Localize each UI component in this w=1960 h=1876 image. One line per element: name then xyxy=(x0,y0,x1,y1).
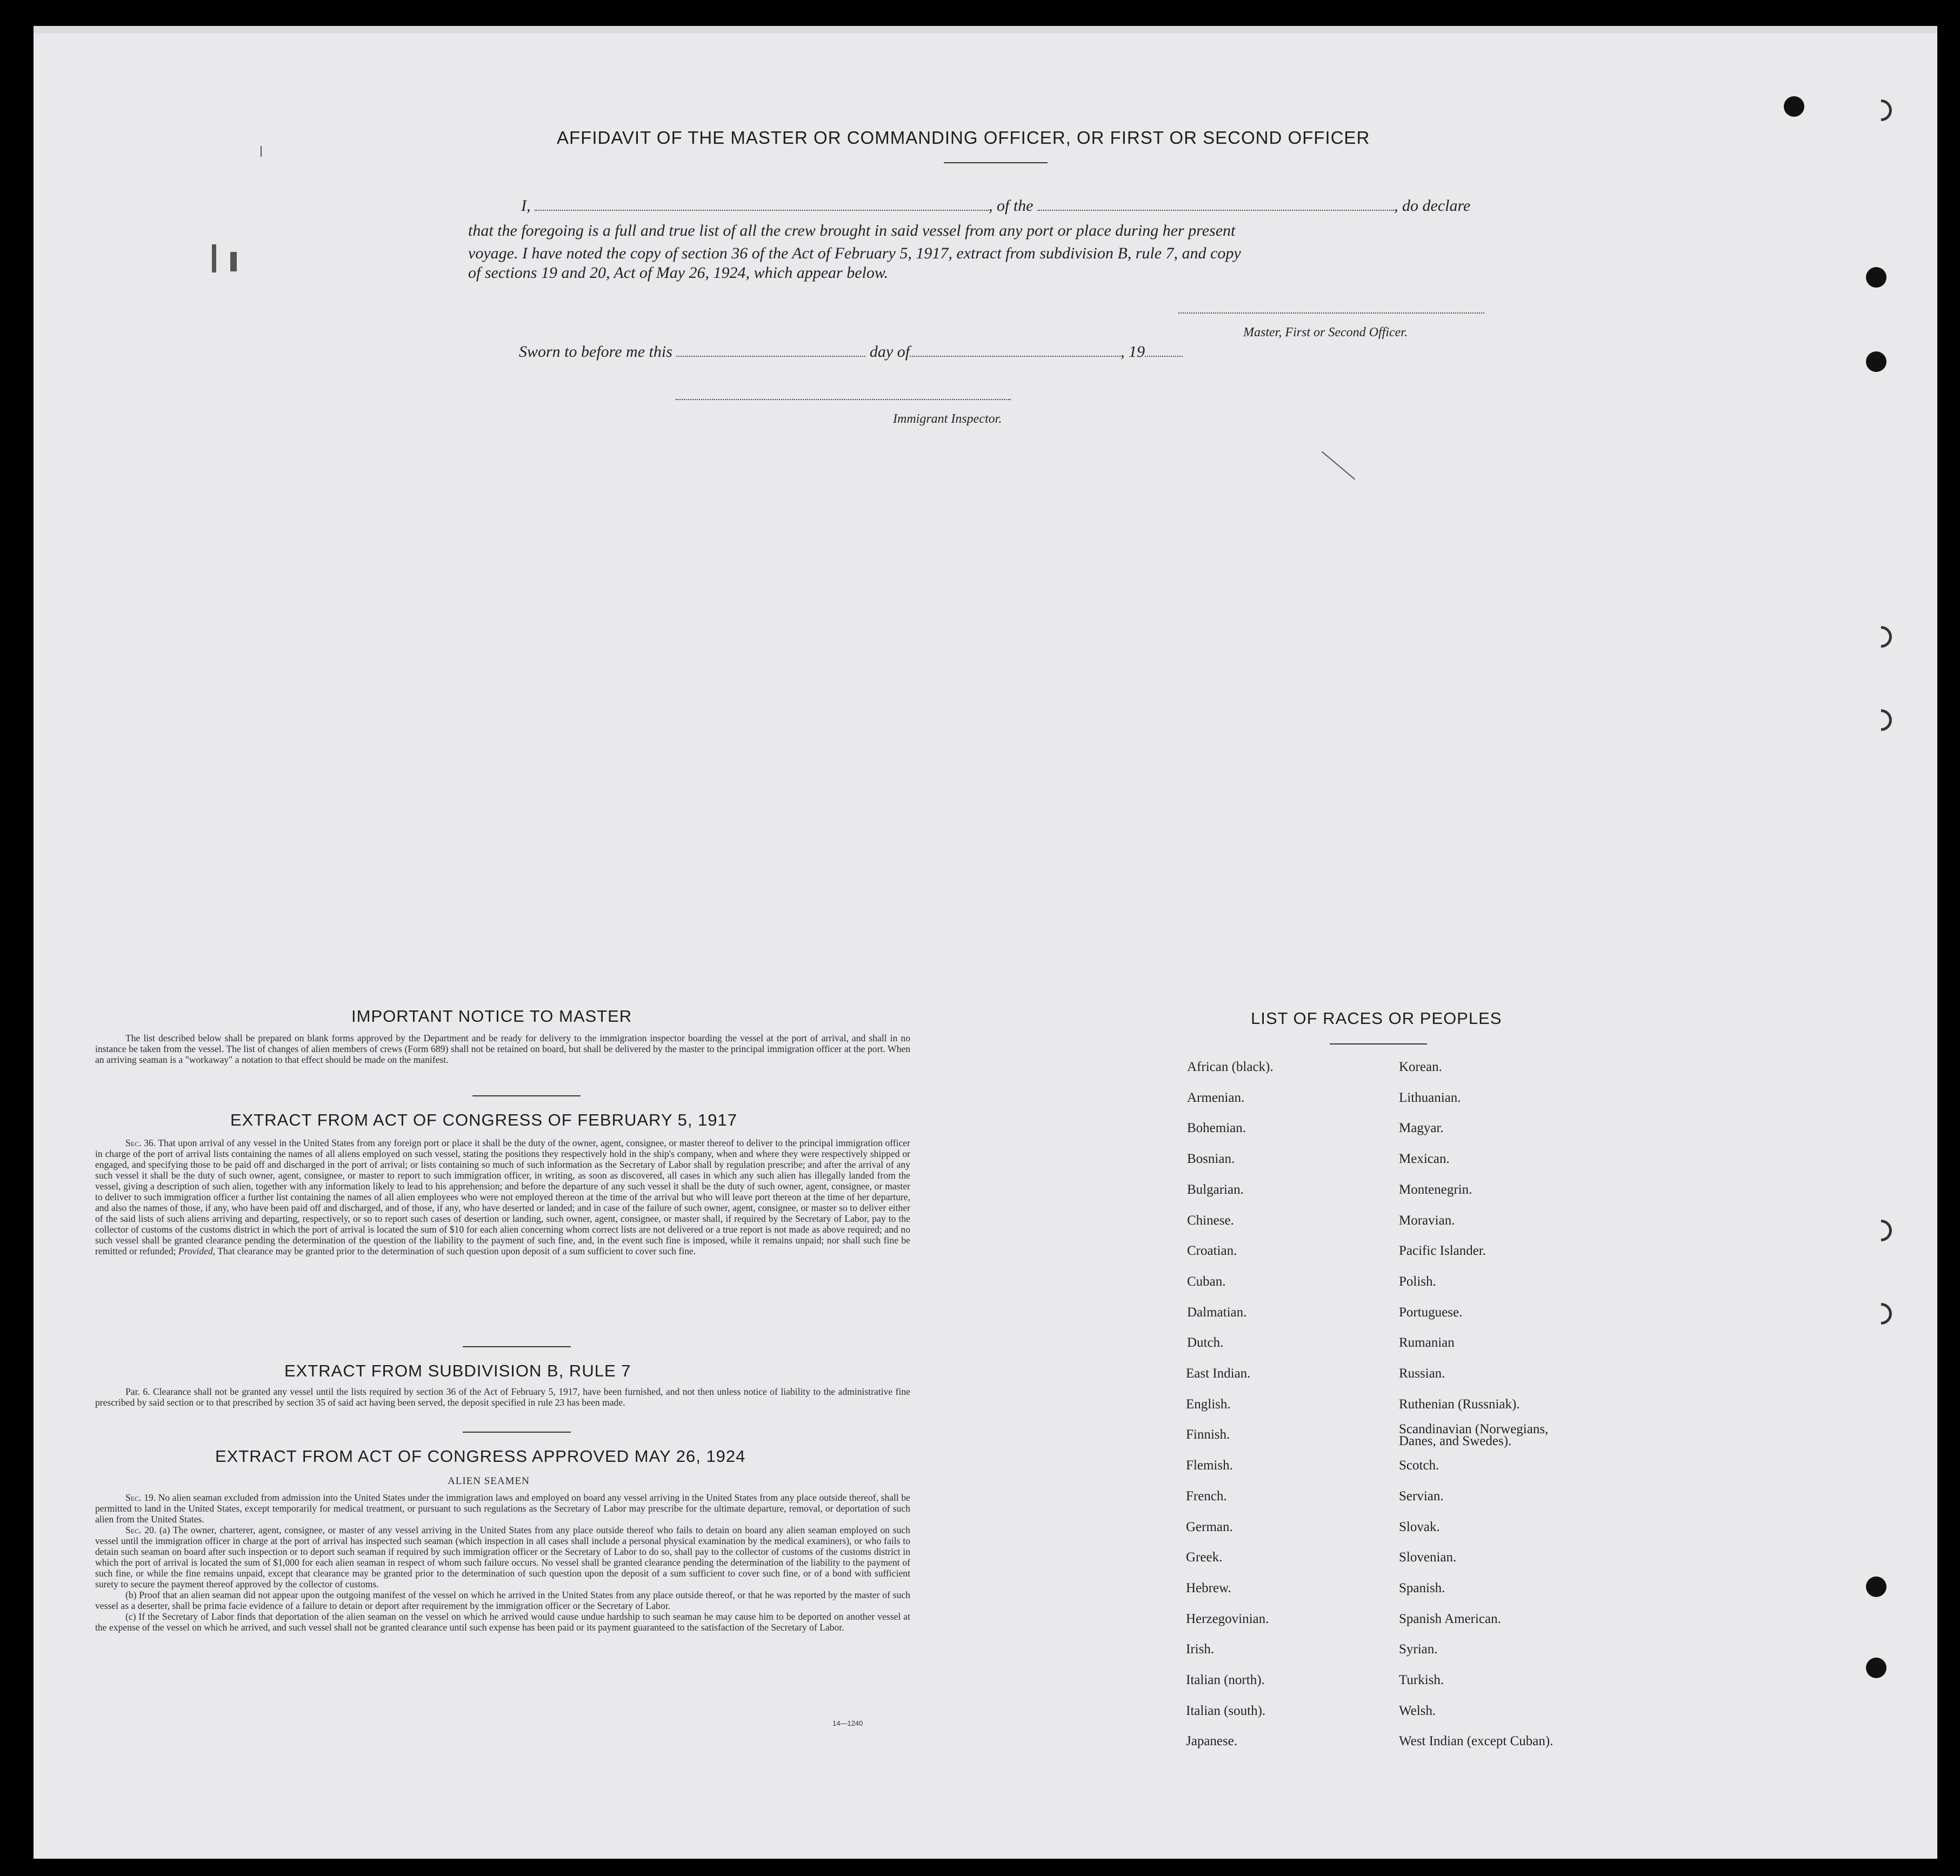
race-item: Italian (north). xyxy=(1186,1673,1265,1687)
divider xyxy=(472,1095,581,1096)
vessel-field[interactable] xyxy=(1037,198,1394,211)
race-item: Lithuanian. xyxy=(1399,1090,1461,1105)
race-item: Armenian. xyxy=(1187,1090,1245,1105)
notice-text xyxy=(95,1033,910,1065)
declaration-text: , do declare xyxy=(1394,197,1471,215)
race-item: Slovak. xyxy=(1399,1520,1440,1534)
section-text: (c) If the Secretary of Labor finds that deportation of the alien seaman on the vessel on which he arrived would cause undue hardship to such seaman he may cause him to be deported on another vessel at the expense of the vessel on which he arrived, and such vessel shall not be granted clearance until such expense has been paid or its payment guaranteed to the satisfaction of the Secretary of Labor. xyxy=(95,1611,910,1633)
year-field[interactable] xyxy=(1145,344,1183,357)
race-item: Korean. xyxy=(1399,1060,1442,1074)
section-text: No alien seaman excluded from admission into the United States under the immigration laws and employed on board any vessel arriving in the United States from any place outside thereof, shall be permitted to land in the United States, except temporarily for medical treatment, or pursuant to such regulations as the Secretary of Labor may prescribe for the ultimate departure, removal, or deportation of such alien from the United States. xyxy=(95,1492,910,1525)
ink-mark xyxy=(261,146,262,157)
name-field[interactable] xyxy=(535,198,989,211)
race-item: Magyar. xyxy=(1399,1121,1444,1135)
race-item: Servian. xyxy=(1399,1489,1444,1504)
race-item: Herzegovinian. xyxy=(1186,1612,1269,1626)
declaration-line-4: of sections 19 and 20, Act of May 26, 1924, which appear below. xyxy=(468,264,889,282)
race-item: Cuban. xyxy=(1187,1274,1226,1289)
race-item: West Indian (except Cuban). xyxy=(1399,1734,1554,1748)
divider xyxy=(463,1346,571,1347)
race-item: Irish. xyxy=(1186,1642,1215,1657)
signature-field[interactable] xyxy=(1178,311,1484,314)
month-field[interactable] xyxy=(910,344,1121,357)
divider xyxy=(944,162,1048,163)
race-item: Pacific Islander. xyxy=(1399,1243,1486,1258)
race-item: Ruthenian (Russniak). xyxy=(1399,1397,1520,1412)
proviso-label: Provided, xyxy=(178,1246,216,1256)
notice-paragraph: The list described below shall be prepared on blank forms approved by the Department and be ready for delivery to the immigration inspector boarding the vessel at the port of arrival, and shall in no instance be taken from the vessel. The list of changes of alien members of crews (Form 689) shall not be retained on board, but shall be delivered by the master to the principal immigration officer at the port. When an arriving seaman is a "workaway" a notation to that effect should be made on the manifest. xyxy=(95,1033,910,1065)
alien-seamen-subtitle: ALIEN SEAMEN xyxy=(448,1475,530,1487)
extract-1924-title: EXTRACT FROM ACT OF CONGRESS APPROVED MAY 26, 1924 xyxy=(215,1447,746,1466)
race-item: Scotch. xyxy=(1399,1458,1439,1473)
race-item: Bulgarian. xyxy=(1187,1182,1244,1197)
race-item: Mexican. xyxy=(1399,1152,1450,1166)
declaration-line-2: that the foregoing is a full and true list of all the crew brought in said vessel from any port or place during her present xyxy=(468,222,1236,240)
races-title: LIST OF RACES OR PEOPLES xyxy=(1251,1009,1502,1028)
sworn-text: day of xyxy=(869,343,910,361)
proviso-text: That clearance may be granted prior to the determination of such question upon deposit of a sum sufficient to cover such fine. xyxy=(217,1246,696,1256)
affidavit-title: AFFIDAVIT OF THE MASTER OR COMMANDING OFFICER, OR FIRST OR SECOND OFFICER xyxy=(557,128,1370,148)
binder-hole xyxy=(1866,1576,1886,1597)
sworn-line xyxy=(519,343,1183,361)
race-item: Bohemian. xyxy=(1187,1121,1246,1135)
race-item: Russian. xyxy=(1399,1366,1445,1381)
section-text: (a) The owner, charterer, agent, consignee, or master of any vessel arriving in the United States from any place outside thereof who fails to detain on board any alien seaman employed on such vessel until the immigration officer in charge at the port of arrival has inspected such seaman (which inspection in all cases shall include a personal physical examination by the medical examiners), or who fails to detain such seaman on board after such inspection or to deport such seaman if required by such immigration officer or the Secretary of Labor to do so, shall pay to the collector of customs of the customs district in which the port of arrival is located the sum of $1,000 for each alien seaman in respect of whom such failure occurs. No vessel shall be granted clearance pending the determination of the liability to the payment of such fine, or while the fine remains unpaid, except that clearance may be granted prior to the determination of such question upon the deposit of a sum sufficient to cover such fine, or of a bond with sufficient surety to secure the payment thereof approved by the collector of customs. xyxy=(95,1525,910,1589)
race-item: French. xyxy=(1186,1489,1227,1504)
sworn-text: , 19 xyxy=(1121,343,1145,361)
race-item: East Indian. xyxy=(1186,1366,1251,1381)
declaration-text: , of the xyxy=(989,197,1034,215)
extract-1917-title: EXTRACT FROM ACT OF CONGRESS OF FEBRUARY 5, 1917 xyxy=(230,1110,738,1129)
sworn-text: Sworn to before me this xyxy=(519,343,672,361)
race-item: Italian (south). xyxy=(1186,1704,1266,1718)
race-item: Hebrew. xyxy=(1186,1581,1231,1595)
inspector-signature-field[interactable] xyxy=(676,398,1011,400)
race-item: Slovenian. xyxy=(1399,1550,1457,1565)
section-label: Sec. 20. xyxy=(125,1525,157,1535)
race-item: Syrian. xyxy=(1399,1642,1438,1657)
race-item: Finnish. xyxy=(1186,1427,1230,1442)
binder-hole xyxy=(1784,96,1804,117)
section-label: Sec. 36. xyxy=(125,1137,156,1148)
inspector-label: Immigrant Inspector. xyxy=(893,412,1002,426)
divider xyxy=(463,1432,571,1433)
race-item: Chinese. xyxy=(1187,1213,1234,1228)
race-item: Bosnian. xyxy=(1187,1152,1235,1166)
extract-rule7-title: EXTRACT FROM SUBDIVISION B, RULE 7 xyxy=(284,1361,631,1380)
day-field[interactable] xyxy=(676,344,865,357)
rule7-paragraph: Par. 6. Clearance shall not be granted any vessel until the lists required by section 36 of the Act of February 5, 1917, have been furnished, and not then unless notice of liability to the administrative fine prescribed by said section or to that prescribed by section 35 of said act having been served, the deposit specified in rule 23 has been made. xyxy=(95,1386,910,1408)
race-item: Moravian. xyxy=(1399,1213,1455,1228)
race-item: Polish. xyxy=(1399,1274,1436,1289)
section-label: Sec. 19. xyxy=(125,1492,156,1503)
race-item: German. xyxy=(1186,1520,1233,1534)
race-item: Turkish. xyxy=(1399,1673,1444,1687)
declaration-line-3: voyage. I have noted the copy of section 36 of the Act of February 5, 1917, extract from subdivision B, rule 7, and copy xyxy=(468,244,1241,262)
ink-mark xyxy=(230,252,237,271)
race-item: Rumanian xyxy=(1399,1335,1455,1350)
notice-title: IMPORTANT NOTICE TO MASTER xyxy=(351,1007,632,1026)
race-item: Montenegrin. xyxy=(1399,1182,1472,1197)
race-item: Spanish. xyxy=(1399,1581,1445,1595)
extract-rule7-text xyxy=(95,1386,910,1408)
section-text: (b) Proof that an alien seaman did not appear upon the outgoing manifest of the vessel on which he arrived in the United States from any place outside thereof, or that he was reported by the master of such vessel as a deserter, shall be prima facie evidence of a failure to detain or deport after requirement by the immigration officer or the Secretary of Labor. xyxy=(95,1589,910,1611)
race-item: Portuguese. xyxy=(1399,1305,1463,1320)
race-item-continuation: Danes, and Swedes). xyxy=(1399,1434,1512,1448)
race-item: Welsh. xyxy=(1399,1704,1436,1718)
race-item: Croatian. xyxy=(1187,1243,1237,1258)
ink-mark xyxy=(212,244,216,272)
binder-hole xyxy=(1866,1658,1886,1678)
binder-hole xyxy=(1866,351,1886,372)
race-item: Japanese. xyxy=(1186,1734,1238,1748)
extract-1917-text xyxy=(95,1137,910,1256)
form-code: 14—1240 xyxy=(832,1719,863,1727)
section-text: That upon arrival of any vessel in the United States from any foreign port or place it shall be the duty of the owner, agent, consignee, or master thereof to deliver to the principal immigration officer in charge of the port of arrival lists containing the names of all aliens employed on such vessel, stating the positions they respectively hold in the ship's company, when and where they were respectively shipped or engaged, and specifying those to be paid off and discharged in the port of arrival; or lists containing so much of such information as the Secretary of Labor shall by regulation prescribe; and after the arrival of any such vessel it shall be the duty of such owner, agent, consignee, or master to report to such immigration officer, in writing, as soon as discovered, all cases in which any such alien has illegally landed from the vessel, giving a description of such alien, together with any information likely to lead to his apprehension; and before the departure of any such vessel it shall be the duty of such owner, agent, consignee, or master to deliver to such immigration officer a further list containing the names of all alien employees who were not employed thereon at the time of the arrival but who will leave port thereon at the time of her departure, and also the names of those, if any, who have been paid off and discharged, and of those, if any, who have deserted or landed; and in case of the failure of such owner, agent, consignee, or master so to deliver either of the said lists of such aliens arriving and departing, respectively, or so to report such cases of desertion or landing, such owner, agent, consignee, or master shall, if required by the Secretary of Labor, pay to the collector of customs of the customs district in which the port of arrival is located the sum of $10 for each alien concerning whom correct lists are not delivered or a true report is not made as above required; and no such vessel shall be granted clearance pending the determination of the question of the liability to the payment of such fine, and, in the event such fine is imposed, while it remains unpaid; nor shall such fine be remitted or refunded; xyxy=(95,1137,910,1256)
race-item: Spanish American. xyxy=(1399,1612,1501,1626)
binder-hole xyxy=(1866,267,1886,288)
race-item: Dutch. xyxy=(1187,1335,1224,1350)
declaration-text: I, xyxy=(521,197,531,215)
race-item: Scandinavian (Norwegians, xyxy=(1399,1422,1549,1436)
signature-label: Master, First or Second Officer. xyxy=(1243,325,1408,340)
extract-1924-text xyxy=(95,1492,910,1633)
race-item: Greek. xyxy=(1186,1550,1223,1565)
declaration-line-1 xyxy=(468,195,1522,217)
race-item: English. xyxy=(1186,1397,1231,1412)
race-item: African (black). xyxy=(1187,1060,1274,1074)
race-item: Flemish. xyxy=(1186,1458,1233,1473)
race-item: Dalmatian. xyxy=(1187,1305,1247,1320)
divider xyxy=(1330,1043,1427,1045)
